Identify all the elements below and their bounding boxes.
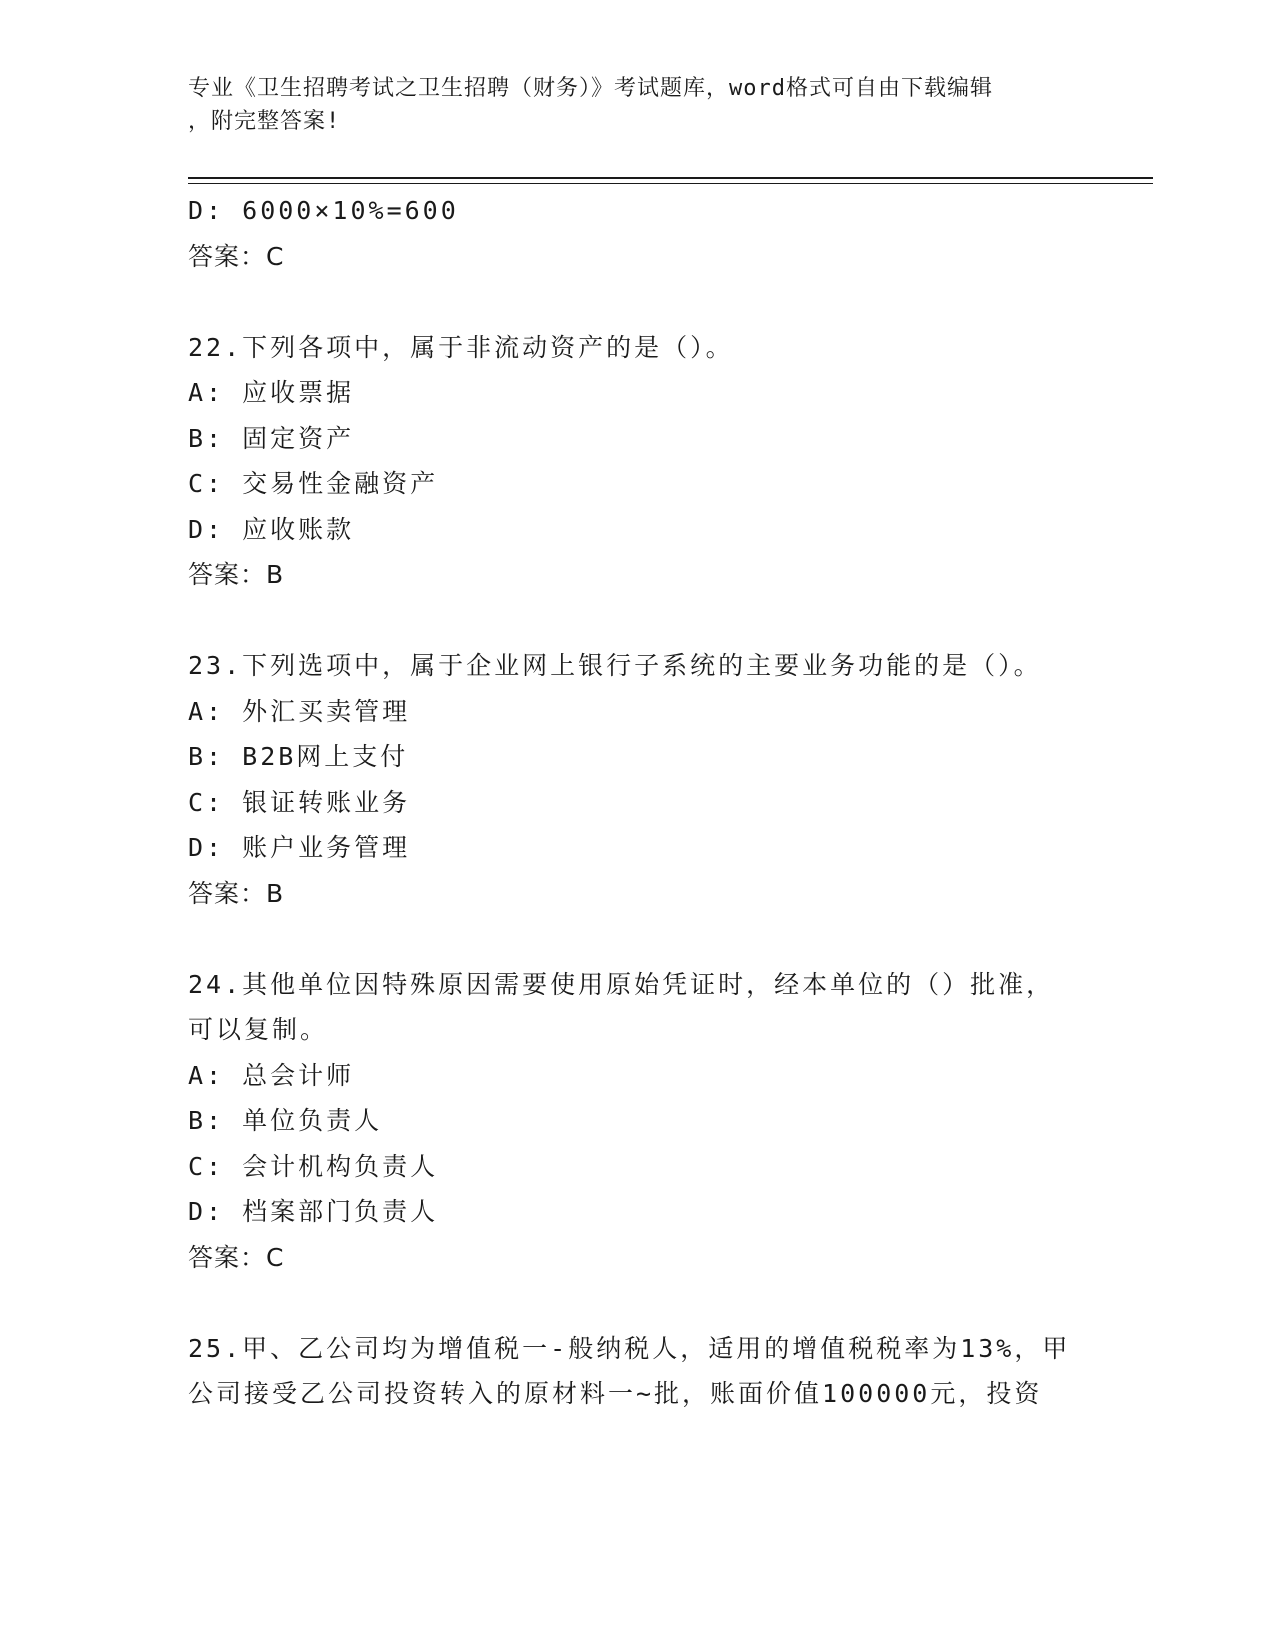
question-stem-line-1: 25.甲、乙公司均为增值税一-般纳税人，适用的增值税税率为13%，甲 (188, 1333, 1071, 1363)
header-line-2: ，附完整答案! (188, 109, 341, 134)
answer: 答案：B (188, 560, 285, 589)
option-a: A: 应收票据 (188, 378, 355, 407)
option-c: C: 银证转账业务 (188, 787, 411, 817)
prev-answer: 答案：C (188, 241, 285, 271)
option-a: A: 外汇买卖管理 (188, 696, 411, 726)
option-c: C: 会计机构负责人 (188, 1151, 439, 1181)
answer: 答案：B (188, 878, 285, 908)
option-b: B: 单位负责人 (188, 1106, 383, 1135)
question-25 (188, 1326, 1088, 1417)
option-b: B: B2B网上支付 (188, 742, 409, 771)
option-d: D: 档案部门负责人 (188, 1197, 439, 1226)
spacer (188, 598, 1088, 644)
question-stem: 23.下列选项中，属于企业网上银行子系统的主要业务功能的是（）。 (188, 651, 1042, 680)
question-24 (188, 962, 1088, 1281)
answer: 答案：C (188, 1242, 285, 1272)
option-b: B: 固定资产 (188, 423, 355, 453)
option-c: C: 交易性金融资产 (188, 469, 439, 498)
header-divider-thin (188, 183, 1153, 184)
spacer (188, 916, 1088, 962)
question-stem-line-2: 公司接受乙公司投资转入的原材料一~批，账面价值100000元，投资 (188, 1379, 1043, 1408)
question-stem: 22.下列各项中，属于非流动资产的是（）。 (188, 332, 734, 362)
document-header (188, 72, 1088, 138)
option-d: D: 账户业务管理 (188, 833, 411, 862)
option-d: D: 应收账款 (188, 514, 355, 544)
header-divider-thick (188, 177, 1153, 179)
question-23 (188, 643, 1088, 916)
question-22 (188, 325, 1088, 598)
question-stem-line-1: 24.其他单位因特殊原因需要使用原始凭证时，经本单位的（）批准， (188, 969, 1055, 999)
question-stem-line-2: 可以复制。 (188, 1015, 329, 1044)
prev-option-d: D: 6000×10%=600 (188, 196, 459, 225)
spacer (188, 279, 1088, 325)
header-line-1: 专业《卫生招聘考试之卫生招聘（财务）》考试题库，word格式可自由下载编辑 (188, 76, 993, 101)
question-content (188, 188, 1088, 1417)
spacer (188, 1280, 1088, 1326)
option-a: A: 总会计师 (188, 1060, 355, 1090)
